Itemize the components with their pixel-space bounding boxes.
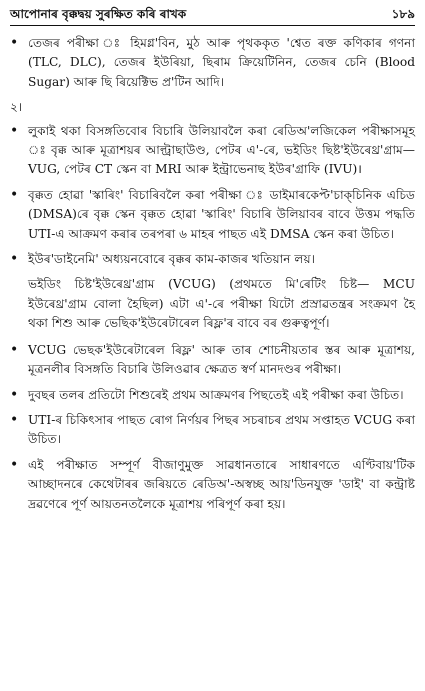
list-item [10,122,415,180]
list-item-text: লুকাই থকা বিসঙ্গতিবোৰ বিচাৰি উলিয়াবলৈ কৰা ৰেডিঅ'লজিকেল পৰীক্ষাসমূহ ঃ বৃক্ক আৰু মূত্ৰাশয়ৰ আল্ট্ৰাছাউণ্ড, পেটৰ এ'-ৰে, ভইডিং ছিষ্ট'ইউৰেথ্ৰ'গ্ৰাম— VUG, পেটৰ CT স্কেন বা MRI আৰু ইন্ট্ৰাভেনাছ ইউৰ'গ্ৰাফি (IVU)। [28,123,415,177]
list-item [10,34,415,92]
bullet-icon: • [10,386,19,403]
list-item-text: VCUG ভেছক'ইউৰেটাৰেল ৰিফ্ল' আৰু তাৰ শোচনীয়তাৰ স্তৰ আৰু মূত্ৰাশয়, মূত্ৰনলীৰ বিসঙ্গতি বিচাৰি উলিওৱাৰ ক্ষেত্ৰত স্বৰ্ণ মানদণ্ডৰ পৰীক্ষা। [28,342,415,377]
bullet-icon: • [10,35,19,51]
list-item-text: তেজৰ পৰীক্ষা ঃ হিমগ্ল'বিন, মুঠ আৰু পৃথককৃত 'শ্বেত ৰক্ত কণিকাৰ গণনা (TLC, DLC), তেজৰ ইউৰিয়া, ছিৰাম ক্ৰিয়েটিনিন, তেজৰ চেনি (Blood Sugar) আৰু ছি ৰিয়েক্টিভ প্ৰ'টিন আদি। [28,36,415,89]
list-item [10,386,415,405]
bullet-icon: • [10,411,19,428]
bullet-icon: • [10,251,19,268]
list-item [10,456,415,514]
bullet-icon: • [10,456,19,473]
list-item-text: এই পৰীক্ষাত সম্পূৰ্ণ বীজাণুমুক্ত সাৱধানতাৰে সাধাৰণতে এণ্টিবায়'টিক আচ্ছাদনৰে কেথেটাৰৰ জৰিয়তে ৰেডিঅ'-অস্বচ্ছ আয়'ডিনযুক্ত 'ডাই' বা কন্ট্ৰাষ্ট দ্ৰৱণেৰে পূৰ্ণ আয়তনতলৈকে মূত্ৰাশয় পৰিপূৰ্ণ কৰা হয়। [28,457,415,511]
bullet-icon: • [10,186,19,203]
list-item-text: UTI-ৰ চিকিৎসাৰ পাছত ৰোগ নিৰ্ণয়ৰ পিছৰ সচৰাচৰ প্ৰথম সপ্তাহত VCUG কৰা উচিত। [28,412,415,447]
list-item-text: ইউৰ'ডাইনেমি' অধ্যয়নবোৰে বৃক্কৰ কাম-কাজৰ খতিয়ান লয়। [28,252,316,267]
body-paragraph: ভইডিং চিষ্ট'ইউৰেথ্ৰ'গ্ৰাম (VCUG) (প্ৰথমতে মি'ৰেটিং চিষ্ট— MCU ইউৰেথ্ৰ'গ্ৰাম বোলা হৈছিল) এটা এ'-ৰে পৰীক্ষা যিটো প্ৰস্ৰাৱতন্ত্ৰৰ সংক্ৰমণ হৈ থকা শিশু আৰু ভেছিক'ইউৰেটাৰেল ৰিফ্ল'ৰ বাবে বৰ গুৰুত্বপূৰ্ণ। [28,277,415,331]
section-number: ২। [10,100,23,115]
list-item [10,250,415,269]
bullet-icon: • [10,122,19,139]
list-item-text: বৃক্কত হোৱা 'স্কাৰিং' বিচাৰিবলৈ কৰা পৰীক্ষা ঃ ডাইমাৰকেপ্ট'চাক্‌চিনিক এচিড (DMSA)ৰে বৃক্ক স্কেন বৃক্কত হোৱা 'স্কাৰিং' বিচাৰি উলিয়াবৰ বাবে উত্তম পদ্ধতি UTI-এ আক্ৰমণ কৰাৰ তৰপৰা ৬ মাহৰ পাছত এই DMSA স্কেন কৰা উচিত। [28,187,415,241]
running-title: আপোনাৰ বৃক্কদ্বয় সুৰক্ষিত কৰি ৰাখক [10,7,187,21]
page-number: ১৮৯ [391,7,415,21]
list-item [10,411,415,450]
list-item-text: দুবছৰ তলৰ প্ৰতিটো শিশুৰেই প্ৰথম আক্ৰমণৰ পিছতেই এই পৰীক্ষা কৰা উচিত। [28,387,404,402]
list-item [10,186,415,244]
bullet-icon: • [10,341,19,358]
list-item [10,341,415,380]
header-rule [10,25,415,26]
running-header [10,6,415,22]
page-body [10,34,415,514]
